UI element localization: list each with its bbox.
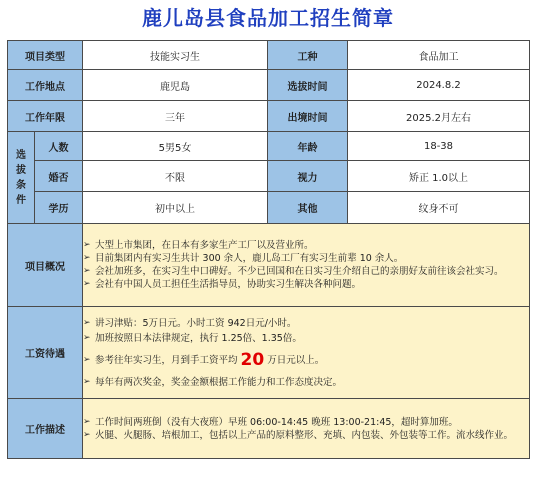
label-salary: 工资待遇 — [8, 307, 83, 399]
arrow-bullet-icon: ➢ — [83, 266, 91, 276]
table-row — [8, 224, 530, 307]
work-content — [83, 399, 530, 459]
list-item: ➢ 目前集团内有实习生共计 300 余人，鹿儿岛工厂有实习生前辈 10 余人。 — [83, 253, 404, 264]
selection-label-char: 条 — [16, 179, 26, 191]
arrow-bullet-icon: ➢ — [83, 253, 91, 263]
value-marital: 不限 — [83, 161, 268, 192]
list-item: ➢ 工作时间两班倒（没有大夜班）早班 06:00-14:45 晚班 13:00-21:45，超时算加班。 — [83, 416, 458, 428]
label-eyesight: 视力 — [268, 161, 348, 192]
overview-content — [83, 224, 530, 307]
table-row — [8, 132, 530, 161]
value-education: 初中以上 — [83, 192, 268, 224]
list-item: ➢ 加班按照日本法律规定，执行 1.25倍、1.35倍。 — [83, 332, 302, 344]
value-departure-date: 2025.2月左右 — [348, 101, 530, 132]
label-project-type: 项目类型 — [8, 41, 83, 70]
recruitment-table — [7, 40, 530, 459]
value-work-years: 三年 — [83, 101, 268, 132]
label-age: 年龄 — [268, 132, 348, 161]
list-item — [83, 351, 529, 370]
salary-highlight-text: 参考往年实习生，月到手工资平均 — [95, 354, 238, 366]
value-work-location: 鹿児島 — [83, 70, 268, 101]
list-item: ➢ 火腿、火腿肠、培根加工，包括以上产品的原料整形、充填、内包装、外包装等工作。流水线作业。 — [83, 429, 514, 441]
label-job-type: 工种 — [268, 41, 348, 70]
value-eyesight: 矫正 1.0以上 — [348, 161, 530, 192]
label-selection-date: 选拔时间 — [268, 70, 348, 101]
label-work-years: 工作年限 — [8, 101, 83, 132]
label-work-description: 工作描述 — [8, 399, 83, 459]
arrow-bullet-icon: ➢ — [83, 317, 91, 328]
value-age: 18-38 — [348, 132, 530, 161]
list-item: ➢ 每年有两次奖金，奖金金额根据工作能力和工作态度决定。 — [83, 376, 343, 388]
arrow-bullet-icon: ➢ — [83, 279, 91, 289]
selection-criteria-label — [8, 132, 35, 224]
table-row — [8, 41, 530, 70]
table-row — [8, 399, 530, 459]
label-work-location: 工作地点 — [8, 70, 83, 101]
salary-highlight-unit: 万日元以上。 — [267, 354, 325, 366]
label-marital: 婚否 — [35, 161, 83, 192]
arrow-bullet-icon: ➢ — [83, 240, 91, 250]
list-item: ➢ 会社有中国人员工担任生活指导员，协助实习生解决各种问题。 — [83, 279, 362, 290]
arrow-bullet-icon: ➢ — [83, 429, 91, 440]
value-other: 纹身不可 — [348, 192, 530, 224]
selection-label-char: 选 — [16, 149, 26, 161]
label-departure-date: 出境时间 — [268, 101, 348, 132]
table-row — [8, 70, 530, 101]
value-job-type: 食品加工 — [348, 41, 530, 70]
list-item: ➢ 会社加班多，在实习生中口碑好。不少已回国和在日实习生介绍自己的亲朋好友前往该会社实习。 — [83, 266, 504, 277]
label-other: 其他 — [268, 192, 348, 224]
selection-label-char: 件 — [16, 194, 26, 206]
value-selection-date: 2024.8.2 — [348, 70, 530, 101]
table-row — [8, 307, 530, 399]
arrow-bullet-icon: ➢ — [83, 416, 91, 427]
table-row — [8, 192, 530, 224]
table-row — [8, 161, 530, 192]
selection-label-char: 拔 — [16, 164, 26, 176]
value-project-type: 技能实习生 — [83, 41, 268, 70]
list-item: ➢ 大型上市集团，在日本有多家生产工厂以及营业所。 — [83, 240, 314, 251]
label-headcount: 人数 — [35, 132, 83, 161]
page-title: 鹿儿岛县食品加工招生简章 — [142, 6, 394, 30]
list-item: ➢ 讲习津贴：5万日元。小时工资 942日元/小时。 — [83, 317, 297, 329]
label-overview: 项目概况 — [8, 224, 83, 307]
arrow-bullet-icon: ➢ — [83, 376, 91, 387]
table-row — [8, 101, 530, 132]
salary-content — [83, 307, 530, 399]
value-headcount: 5男5女 — [83, 132, 268, 161]
arrow-bullet-icon: ➢ — [83, 354, 91, 365]
label-education: 学历 — [35, 192, 83, 224]
arrow-bullet-icon: ➢ — [83, 332, 91, 343]
salary-highlight-number: 20 — [240, 349, 265, 370]
